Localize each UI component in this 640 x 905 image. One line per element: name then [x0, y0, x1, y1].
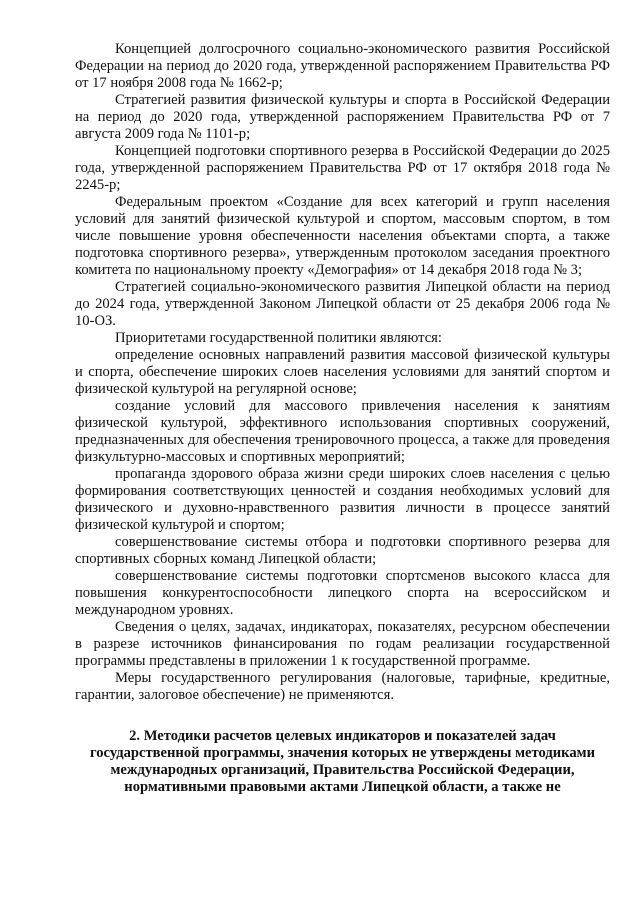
paragraph-priority-4: совершенствование системы отбора и подготовки спортивного резерва для спортивных сборных команд Липецкой области;	[75, 534, 610, 567]
paragraph-strategy-lipetsk-2024: Стратегией социально-экономического развития Липецкой области на период до 2024 года, утвержденной Законом Липецкой области от 25 декабря 2006 года № 10-ОЗ.	[75, 279, 610, 329]
paragraph-concept-reserve-2025: Концепцией подготовки спортивного резерва в Российской Федерации до 2025 года, утвержденной распоряжением Правительства РФ от 17 октября 2018 года № 2245-р;	[75, 143, 610, 193]
paragraph-priority-3: пропаганда здорового образа жизни среди широких слоев населения с целью формирования соответствующих ценностей и создания необходимых условий для физического и духовно-нравственного развития личности в процессе занятий физической культурой и спортом;	[75, 466, 610, 533]
paragraph-federal-project: Федеральным проектом «Создание для всех категорий и групп населения условий для занятий физической культурой и спортом, массовым спортом, в том числе повышение уровня обеспеченности населения объектами спорта, а также подготовка спортивного резерва», утвержденным протоколом заседания проектного комитета по национальному проекту «Демография» от 14 декабря 2018 года № 3;	[75, 194, 610, 278]
paragraph-info-appendix: Сведения о целях, задачах, индикаторах, показателях, ресурсном обеспечении в разрезе источников финансирования по годам реализации государственной программы представлены в приложении 1 к государственной программе.	[75, 619, 610, 669]
paragraph-priority-5: совершенствование системы подготовки спортсменов высокого класса для повышения конкурентоспособности липецкого спорта на всероссийском и международном уровнях.	[75, 568, 610, 618]
paragraph-priorities-intro: Приоритетами государственной политики являются:	[115, 330, 442, 346]
paragraph-regulation-measures: Меры государственного регулирования (налоговые, тарифные, кредитные, гарантии, залоговое обеспечение) не применяются.	[75, 670, 610, 703]
paragraph-strategy-sport-2020: Стратегией развития физической культуры и спорта в Российской Федерации на период до 2020 года, утвержденной распоряжением Правительства РФ от 7 августа 2009 года № 1101-р;	[75, 92, 610, 142]
paragraph-priority-1: определение основных направлений развития массовой физической культуры и спорта, обеспечение широких слоев населения условиями для занятий спортом и физической культурой на регулярной основе;	[75, 347, 610, 397]
paragraph-concept-2020: Концепцией долгосрочного социально-экономического развития Российской Федерации на период до 2020 года, утвержденной распоряжением Правительства РФ от 17 ноября 2008 года № 1662-р;	[75, 41, 610, 91]
paragraph-priority-2: создание условий для массового привлечения населения к занятиям физической культурой, эффективного использования спортивных сооружений, предназначенных для обеспечения тренировочного процесса, а также для проведения физкультурно-массовых и спортивных мероприятий;	[75, 398, 610, 465]
section-heading: 2. Методики расчетов целевых индикаторов и показателей задач государственной программы, значения которых не утверждены методиками международных организаций, Правительства Российской Федерации, нормативными правовыми актами Липецкой области, а также не	[90, 728, 595, 795]
document-page	[75, 41, 610, 796]
